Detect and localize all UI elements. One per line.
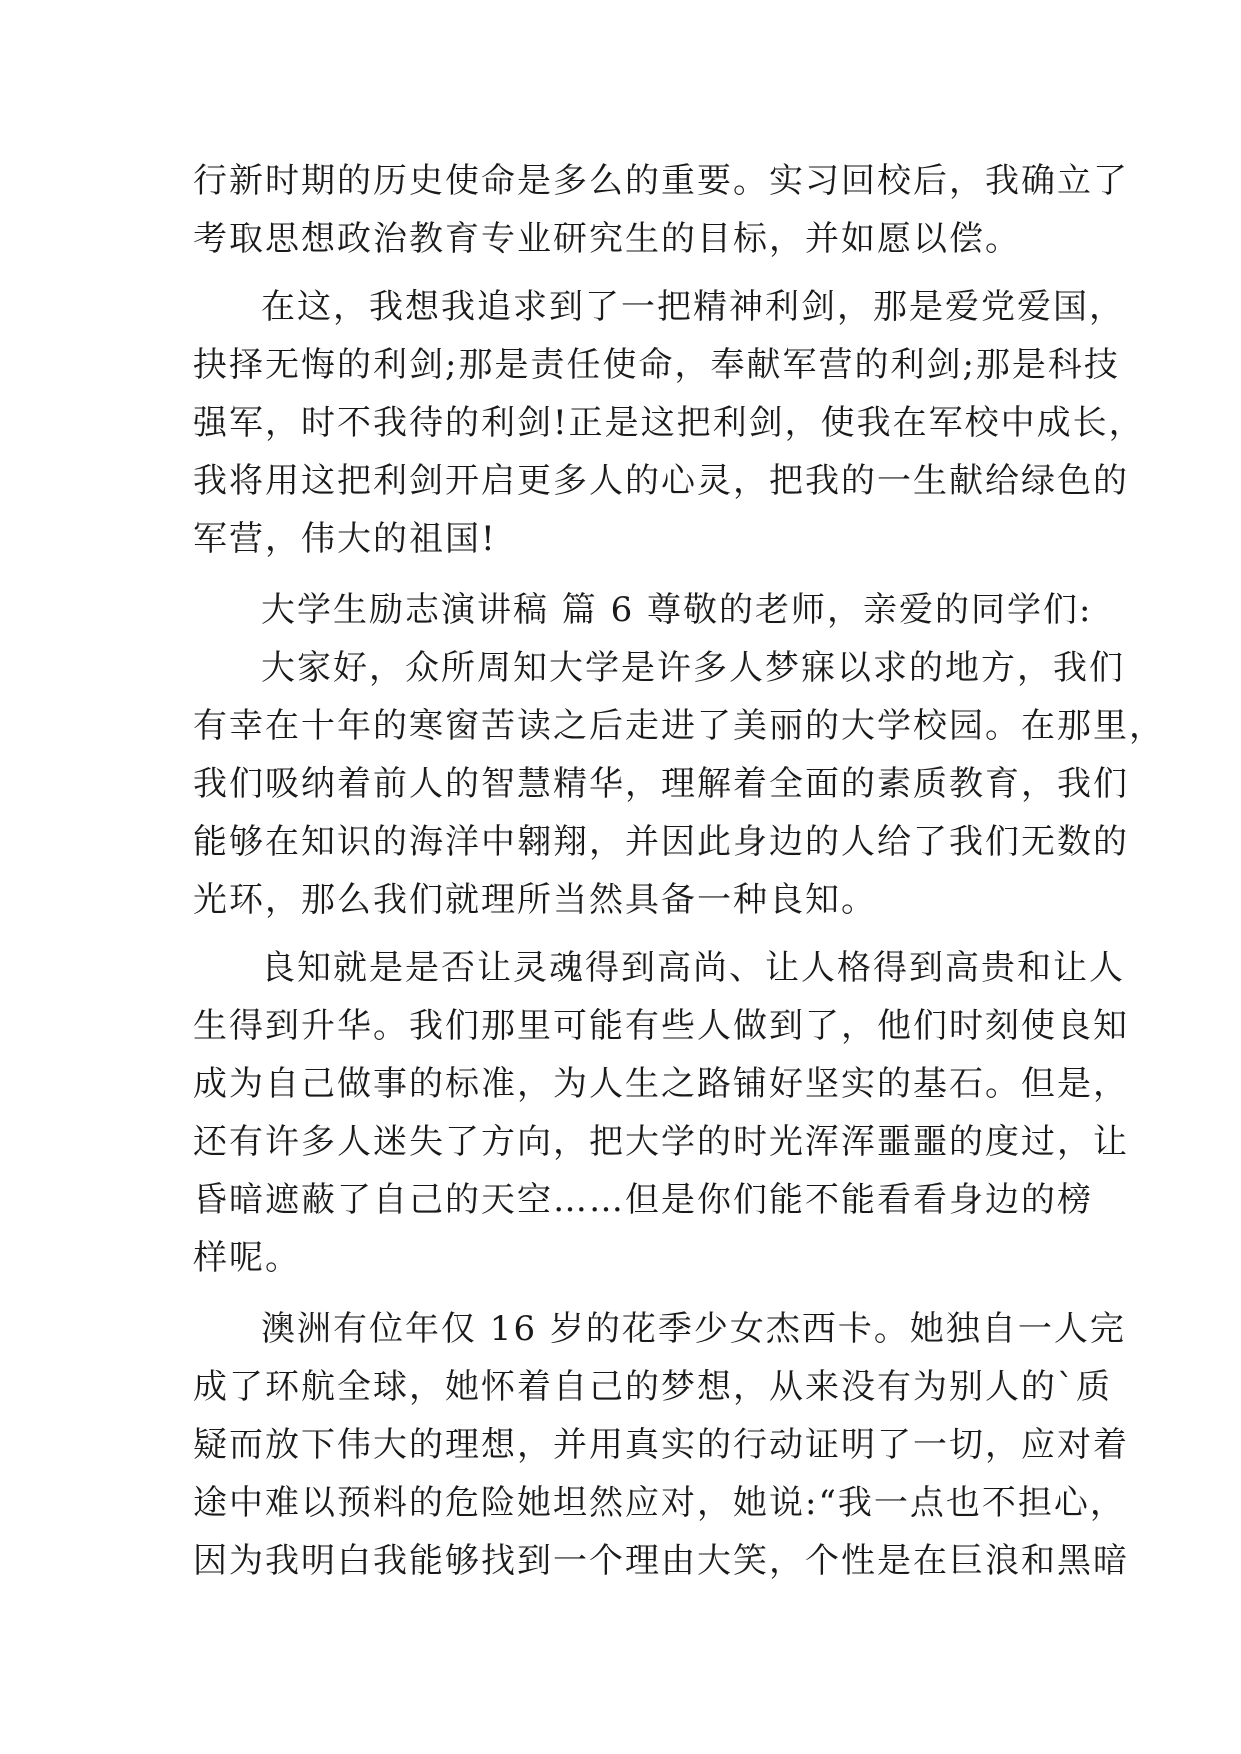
document-body <box>193 152 1165 1590</box>
text-line: 昏暗遮蔽了自己的天空……但是你们能不能看看身边的榜 <box>193 1180 1093 1220</box>
paragraph-start-line: 澳洲有位年仅 16 岁的花季少女杰西卡。她独自一人完 <box>261 1309 1126 1349</box>
text-line: 抉择无悔的利剑;那是责任使命，奉献军营的利剑;那是科技 <box>193 345 1120 385</box>
text-line: 样呢。 <box>193 1238 301 1278</box>
text-line: 途中难以预料的危险她坦然应对，她说:“我一点也不担心， <box>193 1483 1126 1523</box>
text-line: 成了环航全球，她怀着自己的梦想，从来没有为别人的`质 <box>193 1367 1112 1407</box>
text-line: 成为自己做事的标准，为人生之路铺好坚实的基石。但是， <box>193 1064 1129 1104</box>
text-line: 光环，那么我们就理所当然具备一种良知。 <box>193 880 877 920</box>
text-line: 行新时期的历史使命是多么的重要。实习回校后，我确立了 <box>193 161 1129 201</box>
text-line: 我将用这把利剑开启更多人的心灵，把我的一生献给绿色的 <box>193 461 1129 501</box>
text-line: 强军，时不我待的利剑!正是这把利剑，使我在军校中成长， <box>193 403 1145 443</box>
paragraph-start-line: 良知就是是否让灵魂得到高尚、让人格得到高贵和让人 <box>261 948 1125 988</box>
section-heading-line: 大学生励志演讲稿 篇 6 尊敬的老师，亲爱的同学们: <box>261 590 1093 630</box>
text-line: 军营，伟大的祖国! <box>193 519 497 559</box>
text-line: 我们吸纳着前人的智慧精华，理解着全面的素质教育，我们 <box>193 764 1129 804</box>
text-line: 有幸在十年的寒窗苦读之后走进了美丽的大学校园。在那里， <box>193 706 1165 746</box>
text-line: 还有许多人迷失了方向，把大学的时光浑浑噩噩的度过，让 <box>193 1122 1129 1162</box>
text-line: 考取思想政治教育专业研究生的目标，并如愿以偿。 <box>193 219 1021 259</box>
text-line: 生得到升华。我们那里可能有些人做到了，他们时刻使良知 <box>193 1006 1129 1046</box>
text-line: 能够在知识的海洋中翱翔，并因此身边的人给了我们无数的 <box>193 822 1129 862</box>
paragraph-start-line: 大家好，众所周知大学是许多人梦寐以求的地方，我们 <box>261 648 1125 688</box>
text-line: 疑而放下伟大的理想，并用真实的行动证明了一切，应对着 <box>193 1425 1129 1465</box>
text-line: 因为我明白我能够找到一个理由大笑，个性是在巨浪和黑暗 <box>193 1541 1129 1581</box>
paragraph-start-line: 在这，我想我追求到了一把精神利剑，那是爱党爱国， <box>261 287 1125 327</box>
